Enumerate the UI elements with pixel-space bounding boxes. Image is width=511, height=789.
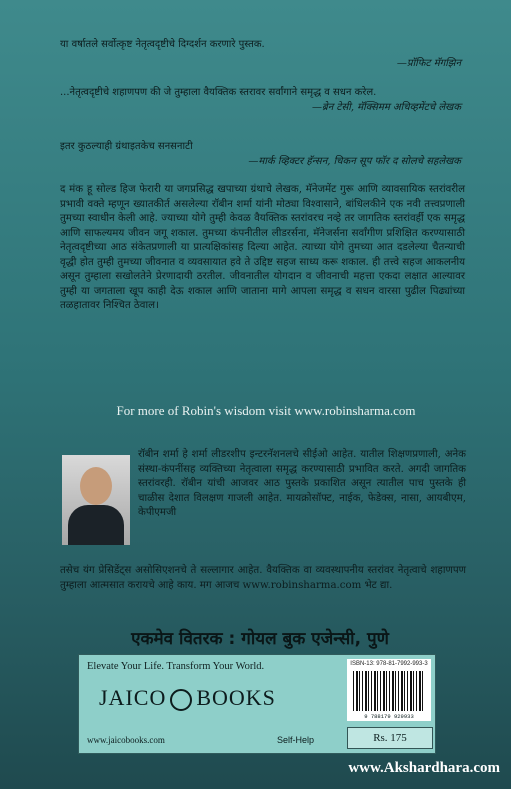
quote-3-author: —मार्क व्हिक्टर हॅन्सन, चिकन सूप फॉर द सोलचे सहलेखक [248,156,461,167]
book-blurb: द मंक हू सोल्ड हिज फेरारी या जगप्रसिद्ध खपाच्या ग्रंथाचे लेखक, मॅनेजमेंट गुरू आणि व्यावसायिक स्तरांवरील प्रभावी वक्ते म्हणून ख्यातकीर्त असलेल्या रॉबीन शर्मा यांनी मोठ्या विश्वासाने, बांधिलकीने एक नवी तत्त्वप्रणाली तुमच्या स्वाधीन केली आहे. ज्याच्या योगे तुम्ही केवळ वैयक्तिक स्तरांवरच नव्हे तर जागतिक स्तरांवर्ही एक समृद्ध आणि साफल्यमय जीवन जगू शकाल. तुमच्या कंपनीतील लीडरर्सना, मॅनेजर्सना सर्वांगीण प्रशिक्षित करण्यासाठी नेतृत्वदृष्टीच्या आठ संकेतप्रणाली या प्रात्यक्षिकांसह दिल्या आहेत. त्याच्या योगे तुमच्या आत दडलेल्या चैतन्याची वृद्धी होत तुम्ही तुमच्या जीवनात व व्यवसायात हवे ते उद्दिष्ट सहज साध्य करू शकाल. ही तत्त्वे सहज आकलनीय असून तुम्हाला सखोलतेने प्रेरणादायी ठरतील. जीवनातील योगदान व जीवनाची महत्ता एकदा लक्षात आल्यावर तुम्ही या जगताला खूप काही देऊ शकाल आणि जाताना मागे आपला समृद्ध व सधन वारसा पुढील पिढ्यांच्या तळहातावर निश्चित ठेवाल। [60,184,465,311]
publisher-panel [78,654,436,754]
author-body [68,505,124,545]
author-photo [62,455,130,545]
wisdom-line: For more of Robin's wisdom visit www.robinsharma.com [116,403,416,418]
logo-left-text: JAICO [99,685,167,710]
logo-right-text: BOOKS [196,685,276,710]
publisher-logo [99,685,276,711]
publisher-slogan: Elevate Your Life. Transform Your World. [87,661,265,672]
isbn-text: ISBN-13: 978-81-7992-993-3 [350,661,428,667]
quote-3-text: इतर कुठल्याही ग्रंथाइतकेच सनसनाटी [60,141,193,152]
author-bio-top: रॉबीन शर्मा हे शर्मा लीडरशीप इन्टरनॅशनलचे सीईओ आहेत. यातील शिक्षणप्रणाली, अनेक संस्था-कंपनींसह व्यक्तिच्या नेतृत्वाला समृद्ध करण्यासाठी प्रभावित करते. अगदी जागतिक स्तरांवरही. रॉबीन यांची आजवर आठ पुस्तके प्रकाशित असून त्यातील पाच पुस्तके ही चाळीस देशात विलक्षण गाजली आहेत. मायक्रोसॉफ्ट, नाईक, फेडेक्स, नासा, आयबीएम, केपीएमजी [138,449,466,518]
price-box: Rs. 175 [347,727,433,749]
quote-1-text: या वर्षातले सर्वोत्कृष्ट नेतृत्वदृष्टीचे दिग्दर्शन करणारे पुस्तक. [60,39,265,50]
quote-2 [60,86,461,114]
quote-2-text: ...नेतृत्वदृष्टीचे शहाणपण की जे तुम्हाला वैयक्तिक स्तरावर सर्वांगाने समृद्ध व सधन करेल. [60,87,377,98]
quote-2-author: —ब्रेन टेसी, मॅक्सिमम अचिव्हमेंटचे लेखक [311,102,461,113]
logo-circle-icon [170,689,192,711]
sole-distributor: एकमेव वितरक : गोयल बुक एजेन्सी, पुणे [131,629,389,649]
quote-3 [60,140,461,168]
author-bio-bottom: तसेच यंग प्रेसिडेंट्स असोसिएशनचे ते सल्लागार आहेत. वैयक्तिक वा व्यवस्थापनीय स्तरांवर नेतृत्वाचे शहाणपण तुम्हाला आत्मसात करायचे आहे काय. मग आजच www.robinsharma.com भेट द्या. [60,565,466,591]
quote-1 [60,38,461,70]
book-category: Self-Help [277,735,315,745]
barcode-digits: 9 788179 929933 [364,713,414,720]
author-head [80,467,112,505]
barcode-icon [353,671,425,711]
watermark-url: www.Akshardhara.com [348,760,500,776]
quote-1-author: —प्रॉफिट मॅगझिन [396,58,461,69]
isbn-barcode [347,659,431,721]
publisher-url: www.jaicobooks.com [87,735,165,745]
